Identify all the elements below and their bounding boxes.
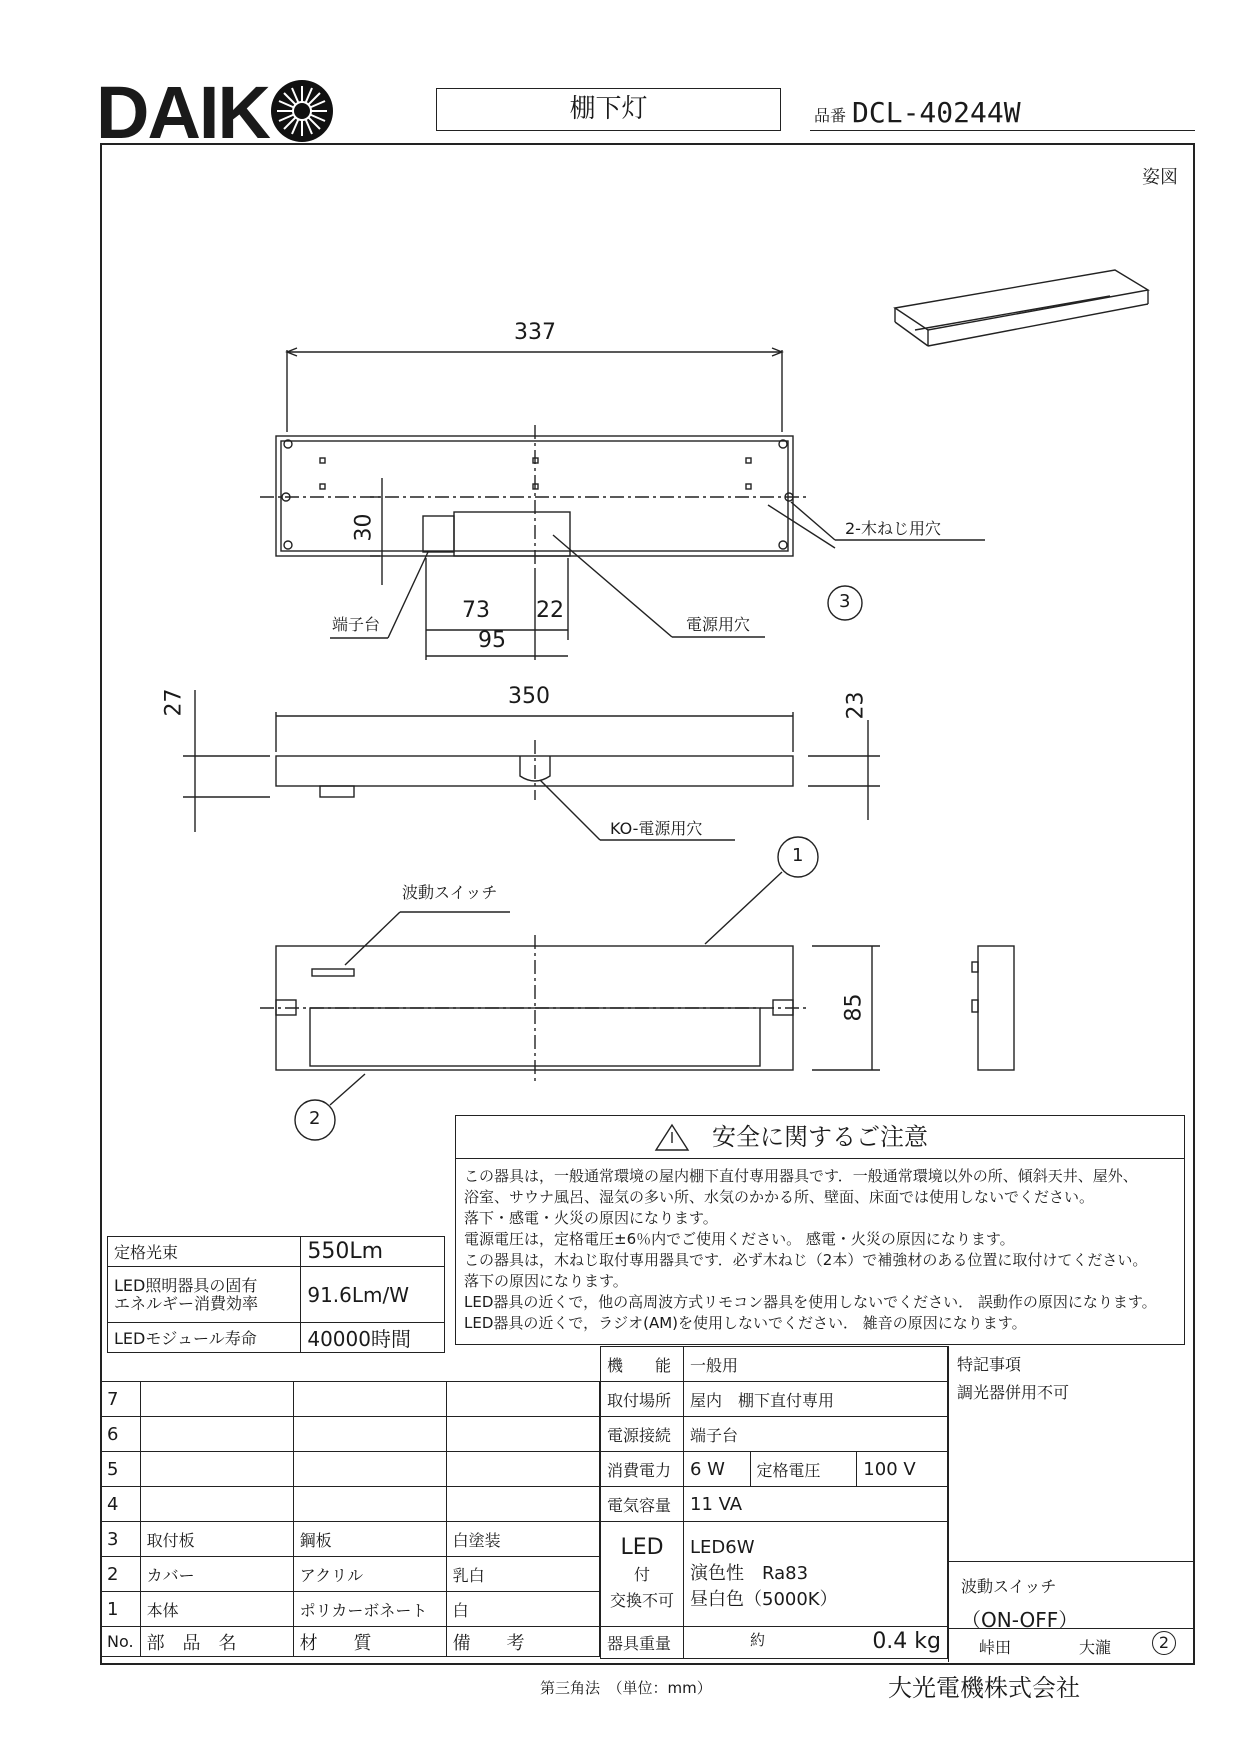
projection-note: 第三角法 （単位：mm） <box>540 1679 712 1697</box>
life-label: LEDモジュール寿命 <box>108 1323 301 1353</box>
signature-2: 大瀧 <box>1079 1638 1112 1657</box>
dim-350: 350 <box>508 684 550 709</box>
place-value: 屋内 棚下直付専用 <box>684 1382 948 1417</box>
part-no: 3 <box>101 1522 141 1557</box>
header-note: 備 考 <box>446 1627 599 1657</box>
connection-label: 電源接続 <box>601 1417 684 1452</box>
spec-table <box>107 1236 445 1353</box>
callout-3: 3 <box>839 591 851 612</box>
part-material: アクリル <box>293 1557 446 1592</box>
part-material: ポリカーボネート <box>293 1592 446 1627</box>
header-name: 部 品 名 <box>140 1627 293 1657</box>
place-label: 取付場所 <box>601 1382 684 1417</box>
screw-holes-label: 2-木ねじ用穴 <box>845 519 941 538</box>
part-name <box>140 1452 293 1487</box>
part-note <box>446 1382 599 1417</box>
header-no: No. <box>101 1627 141 1657</box>
product-title: 棚下灯 <box>436 88 781 131</box>
signature-1: 峠田 <box>979 1638 1012 1657</box>
part-material <box>293 1452 446 1487</box>
dim-85: 85 <box>841 993 867 1022</box>
ko-power-hole-label: KO-電源用穴 <box>610 819 703 838</box>
figure-label: 姿図 <box>1142 167 1178 188</box>
notes-value: 調光器併用不可 <box>957 1383 1070 1402</box>
part-no: 5 <box>101 1452 141 1487</box>
led-label: LED 付 交換不可 <box>601 1522 684 1627</box>
warning-line: 落下・感電・火災の原因になります。 <box>464 1209 718 1227</box>
company-name: 大光電機株式会社 <box>888 1674 1080 1702</box>
func-label: 機 能 <box>601 1347 684 1382</box>
capacity-value: 11 VA <box>684 1487 948 1522</box>
brand-logo: DAIK <box>96 76 335 150</box>
dim-95: 95 <box>478 628 506 653</box>
capacity-label: 電気容量 <box>601 1487 684 1522</box>
notes-panel <box>948 1346 1194 1662</box>
part-no: 2 <box>101 1557 141 1592</box>
warning-line: この器具は，木ねじ取付専用器具です．必ず木ねじ（2本）で補強材のある位置に取付けてください。 <box>464 1251 1148 1269</box>
safety-warning <box>455 1115 1185 1345</box>
part-note <box>446 1452 599 1487</box>
dim-23: 23 <box>843 691 869 720</box>
dim-337: 337 <box>514 320 556 345</box>
part-note <box>446 1417 599 1452</box>
part-name: カバー <box>140 1557 293 1592</box>
parts-table <box>100 1381 600 1657</box>
part-material <box>293 1382 446 1417</box>
warning-line: 電源電圧は，定格電圧±6％内でご使用ください。 感電・火災の原因になります。 <box>464 1230 1015 1248</box>
perspective-view-icon <box>895 270 1148 346</box>
dim-22: 22 <box>536 598 564 623</box>
part-name <box>140 1382 293 1417</box>
part-note: 白塗装 <box>446 1522 599 1557</box>
wave-switch-label: 波動スイッチ <box>402 883 498 902</box>
weight-label: 器具重量 <box>601 1627 684 1659</box>
voltage-value: 100 V <box>857 1452 948 1487</box>
notes-title: 特記事項 <box>957 1355 1022 1374</box>
part-note: 白 <box>446 1592 599 1627</box>
part-number-label: 品番 <box>814 106 847 125</box>
connection-value: 端子台 <box>684 1417 948 1452</box>
efficiency-value: 91.6Lm/W <box>301 1267 445 1323</box>
life-value: 40000時間 <box>301 1323 445 1353</box>
switch-value: （ON-OFF） <box>961 1608 1079 1632</box>
flux-value: 550Lm <box>301 1237 445 1267</box>
details-table <box>600 1346 948 1659</box>
header-material: 材 質 <box>293 1627 446 1657</box>
dim-30: 30 <box>351 513 377 542</box>
terminal-label: 端子台 <box>332 615 381 634</box>
callout-1: 1 <box>792 845 804 866</box>
warning-line: LED器具の近くで，他の高周波方式リモコン器具を使用しないでください． 誤動作の原因になります。 <box>464 1293 1157 1311</box>
part-note: 乳白 <box>446 1557 599 1592</box>
part-no: 1 <box>101 1592 141 1627</box>
efficiency-label: LED照明器具の固有 エネルギー消費効率 <box>108 1267 301 1323</box>
voltage-label: 定格電圧 <box>750 1452 857 1487</box>
part-name <box>140 1417 293 1452</box>
part-name: 取付板 <box>140 1522 293 1557</box>
warning-line: この器具は，一般通常環境の屋内棚下直付専用器具です．一般通常環境以外の所、傾斜天井、屋外、 <box>464 1167 1138 1185</box>
part-no: 6 <box>101 1417 141 1452</box>
func-value: 一般用 <box>684 1347 948 1382</box>
power-label: 消費電力 <box>601 1452 684 1487</box>
warning-line: 落下の原因になります。 <box>464 1272 628 1290</box>
warning-line: LED器具の近くで，ラジオ(AM)を使用しないでください． 雑音の原因になります。 <box>464 1314 1027 1332</box>
part-material: 鋼板 <box>293 1522 446 1557</box>
switch-label: 波動スイッチ <box>961 1577 1057 1596</box>
warning-title: 安全に関するご注意 <box>456 1116 1184 1159</box>
warning-line: 浴室、サウナ風呂、湿気の多い所、水気のかかる所、壁面、床面では使用しないでください。 <box>464 1188 1095 1206</box>
part-material <box>293 1417 446 1452</box>
flux-label: 定格光束 <box>108 1237 301 1267</box>
revision-number: 2 <box>1152 1631 1176 1655</box>
part-note <box>446 1487 599 1522</box>
dim-73: 73 <box>462 598 490 623</box>
part-no: 7 <box>101 1382 141 1417</box>
part-name <box>140 1487 293 1522</box>
part-number: DCL-40244W <box>852 96 1021 129</box>
part-material <box>293 1487 446 1522</box>
weight-value: $^約$ 0.4 kg <box>684 1627 948 1659</box>
part-name: 本体 <box>140 1592 293 1627</box>
power-value: 6 W <box>684 1452 751 1487</box>
dim-27: 27 <box>161 688 187 717</box>
led-value: LED6W 演色性 Ra83 昼白色（5000K） <box>684 1522 948 1627</box>
terminal-block <box>423 516 454 552</box>
power-hole-label: 電源用穴 <box>686 615 751 634</box>
part-no: 4 <box>101 1487 141 1522</box>
callout-2: 2 <box>309 1108 321 1129</box>
